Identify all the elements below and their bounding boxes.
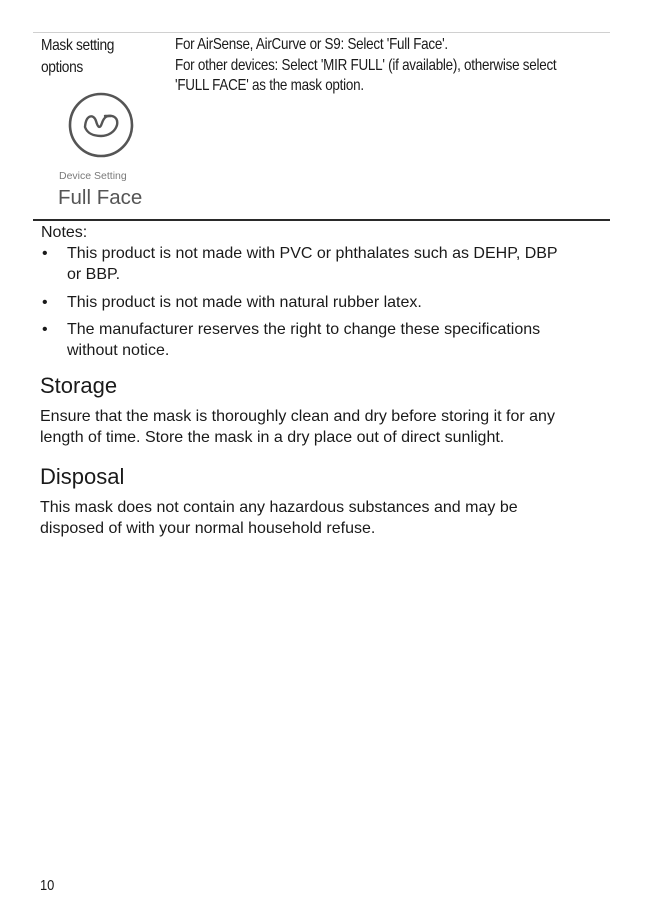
storage-heading: Storage — [40, 373, 118, 398]
mask-setting-label: Mask setting options — [41, 37, 115, 76]
device-setting-value: Full Face — [58, 186, 143, 209]
notes-list — [41, 243, 601, 368]
note-item: • This product is not made with PVC or phthalates such as DEHP, DBP or BBP. — [42, 245, 558, 283]
device-setting-caption: Device Setting — [59, 170, 127, 182]
note-item: • This product is not made with natural rubber latex. — [42, 293, 422, 311]
storage-text: Ensure that the mask is thoroughly clean and dry before storing it for any length of time. Store the mask in a dry place out of direct sunlight. — [40, 408, 555, 446]
notes-heading: Notes: — [41, 224, 88, 241]
bullet-icon: • — [42, 293, 48, 311]
bullet-icon: • — [42, 245, 48, 262]
note-item: • The manufacturer reserves the right to change these specifications without notice. — [42, 321, 541, 359]
disposal-heading: Disposal — [40, 464, 125, 489]
bullet-icon: • — [42, 321, 48, 338]
mask-setting-description: For AirSense, AirCurve or S9: Select 'Full Face'. For other devices: Select 'MIR FULL' (if available), otherwise select 'FULL FACE' as the mask option. — [175, 36, 557, 94]
page-number: 10 — [40, 877, 55, 894]
device-setting-tile — [55, 90, 167, 215]
disposal-text: This mask does not contain any hazardous substances and may be disposed of with your normal household refuse. — [40, 499, 518, 537]
full-face-mask-icon — [68, 92, 134, 158]
